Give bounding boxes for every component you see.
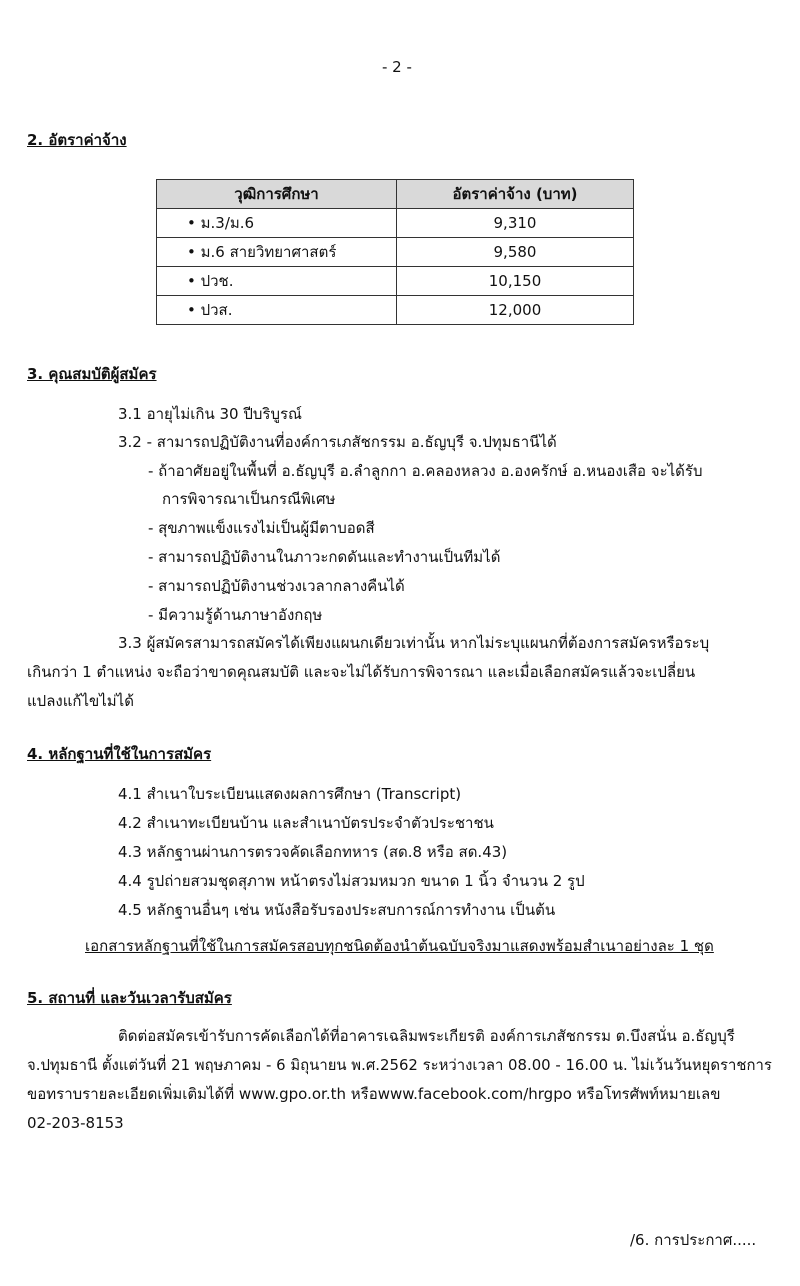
evidence-item: 4.4 รูปถ่ายสวมชุดสุภาพ หน้าตรงไม่สวมหมวก ขนาด 1 นิ้ว จำนวน 2 รูป xyxy=(118,872,585,890)
wage-table xyxy=(156,179,634,325)
footer-continuation: /6. การประกาศ..... xyxy=(630,1231,757,1249)
item-3-1: 3.1 อายุไม่เกิน 30 ปีบริบูรณ์ xyxy=(118,405,302,423)
item-3-3-line3: แปลงแก้ไขไม่ได้ xyxy=(27,692,134,710)
item-3-2-health: - สุขภาพแข็งแรงไม่เป็นผู้มีตาบอดสี xyxy=(148,519,375,537)
table-row xyxy=(157,238,634,267)
evidence-item: 4.2 สำเนาทะเบียนบ้าน และสำเนาบัตรประจำตัวประชาชน xyxy=(118,814,494,832)
evidence-item: 4.5 หลักฐานอื่นๆ เช่น หนังสือรับรองประสบการณ์การทำงาน เป็นต้น xyxy=(118,901,556,919)
item-3-2-residence-line2: การพิจารณาเป็นกรณีพิเศษ xyxy=(162,490,336,508)
application-phone: 02-203-8153 xyxy=(27,1114,124,1132)
item-3-3-line2: เกินกว่า 1 ตำแหน่ง จะถือว่าขาดคุณสมบัติ และจะไม่ได้รับการพิจารณา และเมื่อเลือกสมัครแล้วจะเปลี่ยน xyxy=(27,663,696,681)
table-header-row xyxy=(157,180,634,209)
wage-cell: 9,580 xyxy=(397,238,634,267)
section-3-heading: 3. คุณสมบัติผู้สมัคร xyxy=(27,365,157,383)
wage-cell: 12,000 xyxy=(397,296,634,325)
education-cell: • ปวช. xyxy=(157,267,397,296)
item-3-2-night: - สามารถปฏิบัติงานช่วงเวลากลางคืนได้ xyxy=(148,577,405,595)
section-5-heading: 5. สถานที่ และวันเวลารับสมัคร xyxy=(27,989,232,1007)
item-3-3-line1: 3.3 ผู้สมัครสามารถสมัครได้เพียงแผนกเดียวเท่านั้น หากไม่ระบุแผนกที่ต้องการสมัครหรือระบุ xyxy=(118,634,710,652)
evidence-item: 4.3 หลักฐานผ่านการตรวจคัดเลือกทหาร (สด.8 หรือ สด.43) xyxy=(118,843,508,861)
item-3-2-english: - มีความรู้ด้านภาษาอังกฤษ xyxy=(148,606,323,624)
wage-cell: 9,310 xyxy=(397,209,634,238)
section-2-heading: 2. อัตราค่าจ้าง xyxy=(27,131,127,149)
header-wage: อัตราค่าจ้าง (บาท) xyxy=(397,180,634,209)
evidence-note: เอกสารหลักฐานที่ใช้ในการสมัครสอบทุกชนิดต้องนำต้นฉบับจริงมาแสดงพร้อมสำเนาอย่างละ 1 ชุด xyxy=(85,937,714,955)
application-line1: ติดต่อสมัครเข้ารับการคัดเลือกได้ที่อาคารเฉลิมพระเกียรติ องค์การเภสัชกรรม ต.บึงสนั่น อ.ธัญบุรี xyxy=(118,1027,735,1045)
page-number: - 2 - xyxy=(382,58,412,76)
education-cell: • ม.3/ม.6 xyxy=(157,209,397,238)
item-3-2-residence-line1: - ถ้าอาศัยอยู่ในพื้นที่ อ.ธัญบุรี อ.ลำลูกกา อ.คลองหลวง อ.องครักษ์ อ.หนองเสือ จะได้รับ xyxy=(148,462,703,480)
item-3-2-pressure: - สามารถปฏิบัติงานในภาวะกดดันและทำงานเป็นทีมได้ xyxy=(148,548,501,566)
table-row xyxy=(157,209,634,238)
table-row xyxy=(157,296,634,325)
wage-cell: 10,150 xyxy=(397,267,634,296)
application-line3: ขอทราบรายละเอียดเพิ่มเติมได้ที่ www.gpo.or.th หรือwww.facebook.com/hrgpo หรือโทรศัพท์หมายเลข xyxy=(27,1085,721,1103)
section-4-heading: 4. หลักฐานที่ใช้ในการสมัคร xyxy=(27,745,212,763)
evidence-item: 4.1 สำเนาใบระเบียนแสดงผลการศึกษา (Transcript) xyxy=(118,785,462,803)
table-row xyxy=(157,267,634,296)
education-cell: • ม.6 สายวิทยาศาสตร์ xyxy=(157,238,397,267)
item-3-2: 3.2 - สามารถปฏิบัติงานที่องค์การเภสัชกรรม อ.ธัญบุรี จ.ปทุมธานีได้ xyxy=(118,433,557,451)
application-line2: จ.ปทุมธานี ตั้งแต่วันที่ 21 พฤษภาคม - 6 มิถุนายน พ.ศ.2562 ระหว่างเวลา 08.00 - 16.00 น. ไม่เว้นวันหยุดราชการ xyxy=(27,1056,772,1074)
header-education: วุฒิการศึกษา xyxy=(157,180,397,209)
education-cell: • ปวส. xyxy=(157,296,397,325)
